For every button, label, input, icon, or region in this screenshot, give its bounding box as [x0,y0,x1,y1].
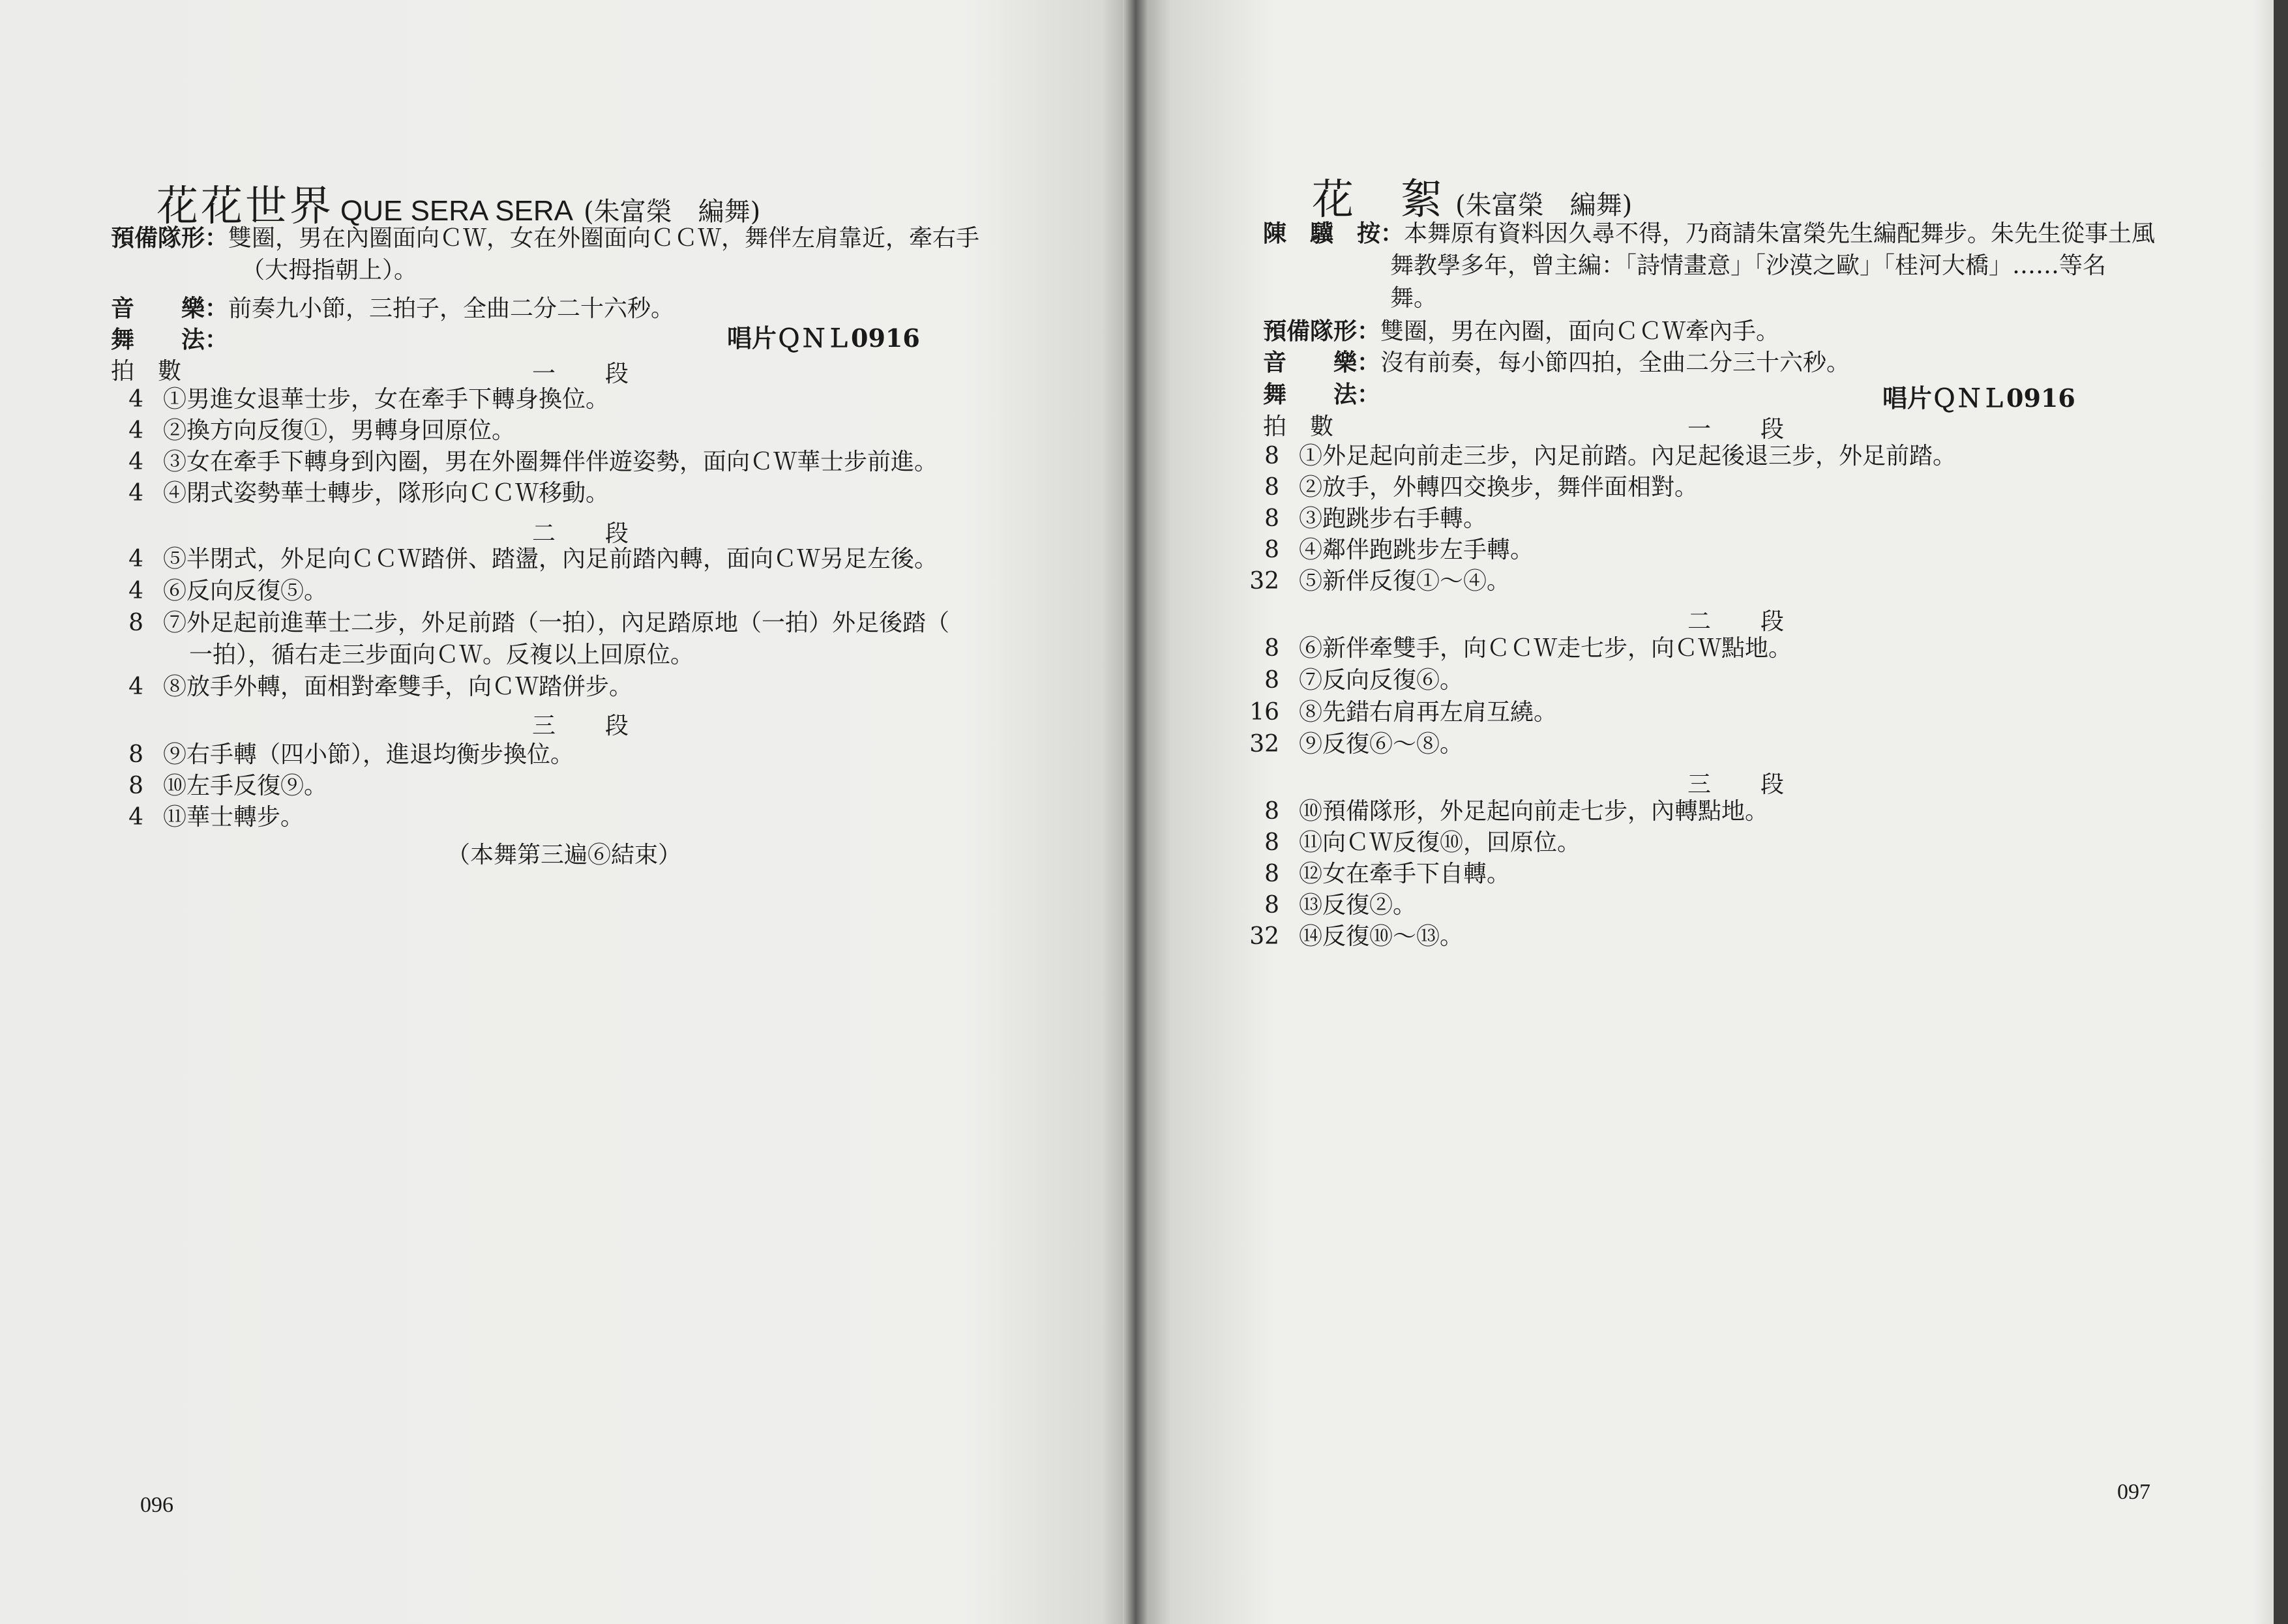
page-edge [2274,0,2288,1624]
step-row [85,477,609,510]
formation-label: 預備隊形： [111,224,229,252]
step-text: ⑥反向反復⑤。 [163,578,328,604]
step-row [1221,534,1534,567]
step-count: 8 [1264,667,1279,694]
step-count: 8 [128,610,143,636]
step-count: 8 [1264,829,1279,856]
step-text: ⑨反復⑥～⑧。 [1299,731,1464,758]
step-count: 8 [1264,861,1279,887]
right-music [1263,346,1850,379]
right-intro [1263,217,2155,250]
music-label: 音 樂： [111,295,229,322]
step-text: ⑧先錯右肩再左肩互繞。 [1299,699,1558,726]
formation-text: 雙圈，男在內圈面向ＣＷ，女在外圈面向ＣＣＷ，舞伴左肩靠近，牽右手 [228,225,980,252]
music-text: 沒有前奏，每小節四拍，全曲二分三十六秒。 [1380,349,1850,376]
formation-label: 預備隊形： [1263,317,1381,345]
step-row [1221,440,1956,473]
step-row [1221,889,1416,922]
left-title-main: 花花世界 [156,183,334,231]
step-text: 一拍），循右走三步面向ＣＷ。反複以上回原位。 [189,642,694,668]
left-page-number: 096 [140,1493,173,1517]
left-end-note: （本舞第三遍⑥結束） [447,842,682,868]
step-row [85,770,327,803]
step-row [1221,503,1487,535]
step-row [1221,632,1792,665]
step-text: ⑪華士轉步。 [163,804,305,831]
formation-text: 雙圈，男在內圈，面向ＣＣＷ牽內手。 [1380,318,1780,345]
step-row [1221,728,1463,761]
step-text: ⑨右手轉（四小節），進退均衡步換位。 [163,741,574,768]
step-count: 32 [1249,923,1279,950]
left-formation [111,222,979,255]
step-row [1221,565,1510,598]
music-text: 前奏九小節，三拍子，全曲二分二十六秒。 [228,295,675,322]
left-section-2: 二 段 [531,520,642,547]
step-row [1221,664,1463,697]
step-text: ⑩預備隊形，外足起向前走七步，內轉點地。 [1299,798,1769,825]
left-count-label: 拍 數 [111,358,182,385]
step-text: ⑧放手外轉，面相對牽雙手，向ＣＷ踏併步。 [163,673,633,700]
right-section-1: 一 段 [1687,416,1797,443]
step-row [85,415,515,447]
right-page-number: 097 [2117,1480,2150,1504]
step-count: 4 [128,546,143,572]
right-record: 唱片ＱＮＬ0916 [1882,383,2075,413]
step-count: 4 [128,480,143,507]
step-count: 32 [1249,568,1279,595]
book-gutter [1123,0,1149,1624]
right-formation [1263,315,1779,348]
right-title-credit: (朱富榮 編舞) [1455,190,1633,220]
step-text: ⑬反復②。 [1299,892,1417,919]
right-section-3: 三 段 [1687,771,1797,798]
step-count: 16 [1249,699,1279,726]
step-count: 8 [1264,892,1279,919]
step-text: ④閉式姿勢華士轉步，隊形向ＣＣＷ移動。 [163,480,610,507]
step-row [85,739,574,771]
step-count: 8 [1264,798,1279,825]
step-row [1221,795,1768,828]
right-page [1136,0,2288,1624]
left-section-1: 一 段 [531,361,642,387]
step-text: ⑤新伴反復①～④。 [1299,568,1511,595]
step-row [1221,921,1463,953]
step-text: ③女在牽手下轉身到內圈，男在外圈舞伴伴遊姿勢，面向ＣＷ華士步前進。 [163,449,938,475]
left-title-credit: (朱富榮 編舞) [584,197,761,227]
step-row [1221,858,1510,891]
step-row [85,607,949,640]
step-row [1221,827,1581,859]
step-count: 8 [1264,474,1279,501]
left-title-english: QUE SERA SERA [340,195,574,227]
step-count: 8 [128,741,143,768]
step-row [85,671,632,703]
step-text: ⑪向ＣＷ反復⑩，回原位。 [1299,829,1581,856]
step-text: ⑤半閉式，外足向ＣＣＷ踏併、踏盪，內足前踏內轉，面向ＣＷ另足左後。 [163,546,938,572]
intro-text-2: 舞教學多年，曾主編：「詩情畫意」「沙漠之歐」「桂河大橋」……等名 [1390,252,2107,279]
step-text: ②換方向反復①，男轉身回原位。 [163,417,516,444]
step-count: 32 [1249,731,1279,758]
left-record: 唱片ＱＮＬ0916 [727,323,920,353]
step-count: 8 [128,773,143,799]
step-count: 8 [1264,635,1279,662]
step-count: 8 [1264,443,1279,469]
step-text: ①男進女退華士步，女在牽手下轉身換位。 [163,386,610,413]
left-formation-cont: （大拇指朝上）。 [241,257,418,284]
step-count: 8 [1264,505,1279,532]
step-count: 4 [128,804,143,831]
step-text: ③跑跳步右手轉。 [1299,505,1487,532]
step-count: 4 [128,386,143,413]
step-text: ④鄰伴跑跳步左手轉。 [1299,537,1534,563]
step-row [85,575,327,608]
intro-text-1: 本舞原有資料因久尋不得，乃商請朱富榮先生編配舞步。朱先生從事土風 [1404,220,2156,247]
step-count: 4 [128,578,143,604]
right-section-2: 二 段 [1687,608,1797,635]
right-title-main: 花 絮 [1312,176,1445,224]
step-count: 8 [1264,537,1279,563]
step-count: 4 [128,417,143,444]
right-steps-label: 舞 法： [1263,381,1381,408]
step-text: ⑫女在牽手下自轉。 [1299,861,1511,887]
left-section-3: 三 段 [531,713,642,739]
step-text: ⑭反復⑩～⑬。 [1299,923,1464,950]
music-label: 音 樂： [1263,349,1381,376]
step-text: ⑦反向反復⑥。 [1299,667,1464,694]
step-count: 4 [128,449,143,475]
step-text: ⑦外足起前進華士二步，外足前踏（一拍），內足踏原地（一拍）外足後踏（ [163,610,950,636]
left-steps-label: 舞 法： [111,326,229,353]
step-count: 4 [128,673,143,700]
step-row [85,639,694,672]
step-text: ⑥新伴牽雙手，向ＣＣＷ走七步，向ＣＷ點地。 [1299,635,1792,662]
step-text: ⑩左手反復⑨。 [163,773,328,799]
step-row [1221,471,1698,504]
step-row [85,543,938,576]
step-row [85,801,304,834]
step-row [85,383,609,416]
step-text: ②放手，外轉四交換步，舞伴面相對。 [1299,474,1699,501]
intro-text-3: 舞。 [1390,285,1438,312]
left-page [0,0,1136,1624]
step-row [85,446,938,479]
step-row [1221,696,1557,729]
left-music [111,292,674,325]
right-count-label: 拍 數 [1263,413,1334,440]
step-text: ①外足起向前走三步，內足前踏。內足起後退三步，外足前踏。 [1299,443,1957,469]
intro-label: 陳 驥 按： [1263,220,1404,247]
